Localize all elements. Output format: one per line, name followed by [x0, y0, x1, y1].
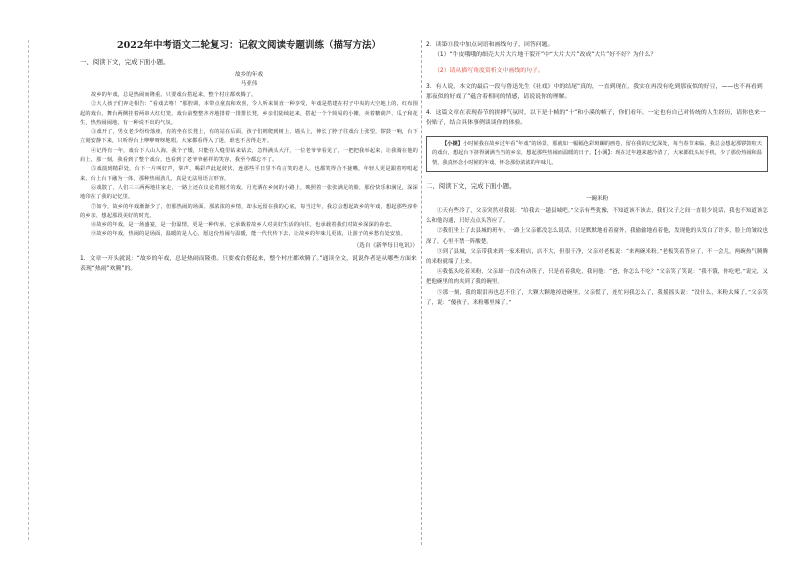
tip-body: 小时候我在故乡过年看“年戏”的场景，那就如一幅幅色彩斑斓的画卷，留在我的记忆深处，每当春节来临，我总会想起那锣鼓喧天的戏台，想起台下挤得满满当当的乡亲，想起那些热闹而温暖的日子。【小溪】：现在过年越来越冷清了，大家都低头玩手机，少了那份热闹和温情，我真怀念小时候的年戏，怀念那份浓浓的年味儿。	[432, 141, 762, 166]
question-4: 4．这篇文章在表现春节的拼搏气氛时，以下是十帧的“十”和小溪的帧子，你们看年，一定也有自己对传统的人生经历，请你也来一份贴子，结合具体事例谈谈你的体验。	[426, 110, 766, 126]
article2-paragraph: ⑤那一刻，我的眼泪再也忍不住了，大颗大颗地掉进碗里，父亲慌了，连忙问我怎么了，我摇摇头说：“没什么，米粉太辣了。”父亲笑了，说：“傻孩子，米粉哪里辣了。”	[426, 289, 768, 306]
article-paragraph: 故乡的年戏，总是热闹而隆重。只要戏台搭起来，整个村庄都欢腾了。	[91, 92, 257, 98]
tip-label: 【小提】	[442, 141, 463, 147]
tip-box	[426, 136, 768, 172]
left-column	[80, 40, 418, 274]
article-paragraph: ⑧故乡的年戏，是一场盛宴，是一份温情，更是一种传承，它承载着故乡人对美好生活的向往，也承载着我们对故乡深深的眷恋。	[91, 222, 396, 229]
article-paragraph: ③戏开了，男女老少纷纷落座，有的坐在长凳上，有的站在后面，孩子们则爬到树上、墙头上，伸长了脖子往戏台上张望，锣鼓一响，台下立刻安静下来，只听得台上咿咿呀呀地唱，大家都看得入了迷，谁也不舍得走开。	[80, 129, 418, 145]
article2-paragraph: ①天有些冷了，父亲突然对我说：“给我去一趟县城吧。”父亲有些犹豫，不知道该不该去，我们父子之间一直很少说话，我也不知道该怎么和他沟通，只好点点头答应了。	[426, 207, 768, 225]
article-paragraph: ⑦如今，故乡的年戏渐渐少了，但那热闹的场面、那浓浓的乡情，却永远留在我的心底，每当过年，我总会想起故乡的年戏，想起那些淳朴的乡亲，想起那段美好的时光。	[80, 203, 418, 219]
article-paragraph: ④记得有一年，戏台下人山人海，我个子矮，只能在人缝里钻来钻去，急得满头大汗，一位老爷爷看见了，一把把我举起来，让我骑在他的肩上，那一刻，我看到了整个戏台，也看到了老爷爷慈祥的笑容，我至今都忘不了。	[80, 147, 418, 164]
article2-paragraph: ③到了县城，父亲带我来到一家米粉店，店不大，但很干净，父亲对老板说：“来两碗米粉。”老板笑着答应了，不一会儿，两碗热气腾腾的米粉就端了上来。	[426, 248, 768, 265]
article-paragraph: ⑥戏散了，人们三三两两地往家走，一路上还在议论着刚才的戏，月光洒在乡间的小路上，映照着一张张满足的脸，那份快乐和满足，深深地印在了我的记忆里。	[80, 184, 418, 201]
binding-margin	[8, 40, 22, 540]
right-column	[426, 40, 768, 308]
article-paragraph: ⑨故乡的年戏，热闹的是场面，温暖的是人心，愿这份热闹与温暖，能一代代传下去，让故乡的年味儿更浓，让游子的乡愁有处安放。	[91, 231, 406, 238]
tip-text	[432, 140, 762, 168]
article-title: 故乡的年戏	[235, 72, 263, 78]
section-heading-1: 一、阅读下文，完成下面小题。	[80, 58, 170, 66]
question-2-1: （1）“牛皮哦哦的细壳大片大片地干裂开”中“大片大片”改成“大片”好不好？为什么？	[434, 52, 657, 58]
article2-paragraph: ②我们坐上了去县城的班车，一路上父亲都没怎么说话，只是默默地看着窗外，我偷偷地看着他，发现他的头发白了许多，脸上的皱纹也深了，心里不禁一阵酸楚。	[426, 228, 768, 245]
article2-title: 一碗米粉	[585, 195, 609, 202]
question-2-2: （2）请从描写角度赏析文中画线的句子。	[434, 68, 544, 74]
article-paragraph: ②大人孩子们奔走相告：“看戏去咯！”那腔调，本带点童真和欢喜，令人听来简直一种享受，年戏是搭建在村子中央的大空地上的，红布围起的戏台，舞台两侧挂着两串大红灯笼，戏台前整整齐齐地排着一排排长凳，乡亲们陆续赶来，搭起一个个简易的小摊，卖着糖葫芦、瓜子和花生，热热闹闹地，有一种说不出的气氛。	[80, 101, 418, 126]
article2-paragraph: ④我低头吃着米粉，父亲却一直没有动筷子，只是看着我吃，我问他：“爸，你怎么不吃？”父亲笑了笑说：“我不饿，你吃吧。”说完，又把他碗里的肉夹到了我的碗里。	[426, 269, 768, 286]
article-paragraph: ⑤戏演到精彩处，台下一片叫好声，掌声、喝彩声此起彼伏，连那些平日里不苟言笑的老人，也都笑得合不拢嘴，年轻人更是跟着哼唱起来，台上台下融为一体，那种热闹劲儿，真是无法用语言形容。	[80, 166, 418, 182]
section-heading-2: 二、阅读下文，完成下面小题。	[426, 181, 516, 190]
binding-cut-line	[28, 40, 29, 540]
article-source: （选自《新华每日电讯》）	[353, 242, 418, 249]
question-1: 1．文章一开头就说：“故乡的年戏，总是热闹而隆重。只要戏台搭起来，整个村庄都欢腾了。”通读全文，说说作者是从哪些方面来表现“热闹”欢腾”的。	[80, 255, 417, 272]
question-3: 3．有人说，本文的最后一段与鲁迅先生《社戏》中的结尾“真的，一直到现在，我实在再没有吃到那夜似的好豆，——也不再看到那夜似的好戏了”蕴含着相同的情感，请说说你的理解。	[426, 84, 763, 100]
document-title: 2022年中考语文二轮复习：记叙文阅读专题训练（描写方法）	[117, 40, 381, 51]
column-divider	[421, 40, 422, 545]
question-2: 2．读第⑪段中加点词语和画线句子，回答问题。	[426, 42, 554, 48]
article-author: 马亚伟	[240, 81, 258, 87]
